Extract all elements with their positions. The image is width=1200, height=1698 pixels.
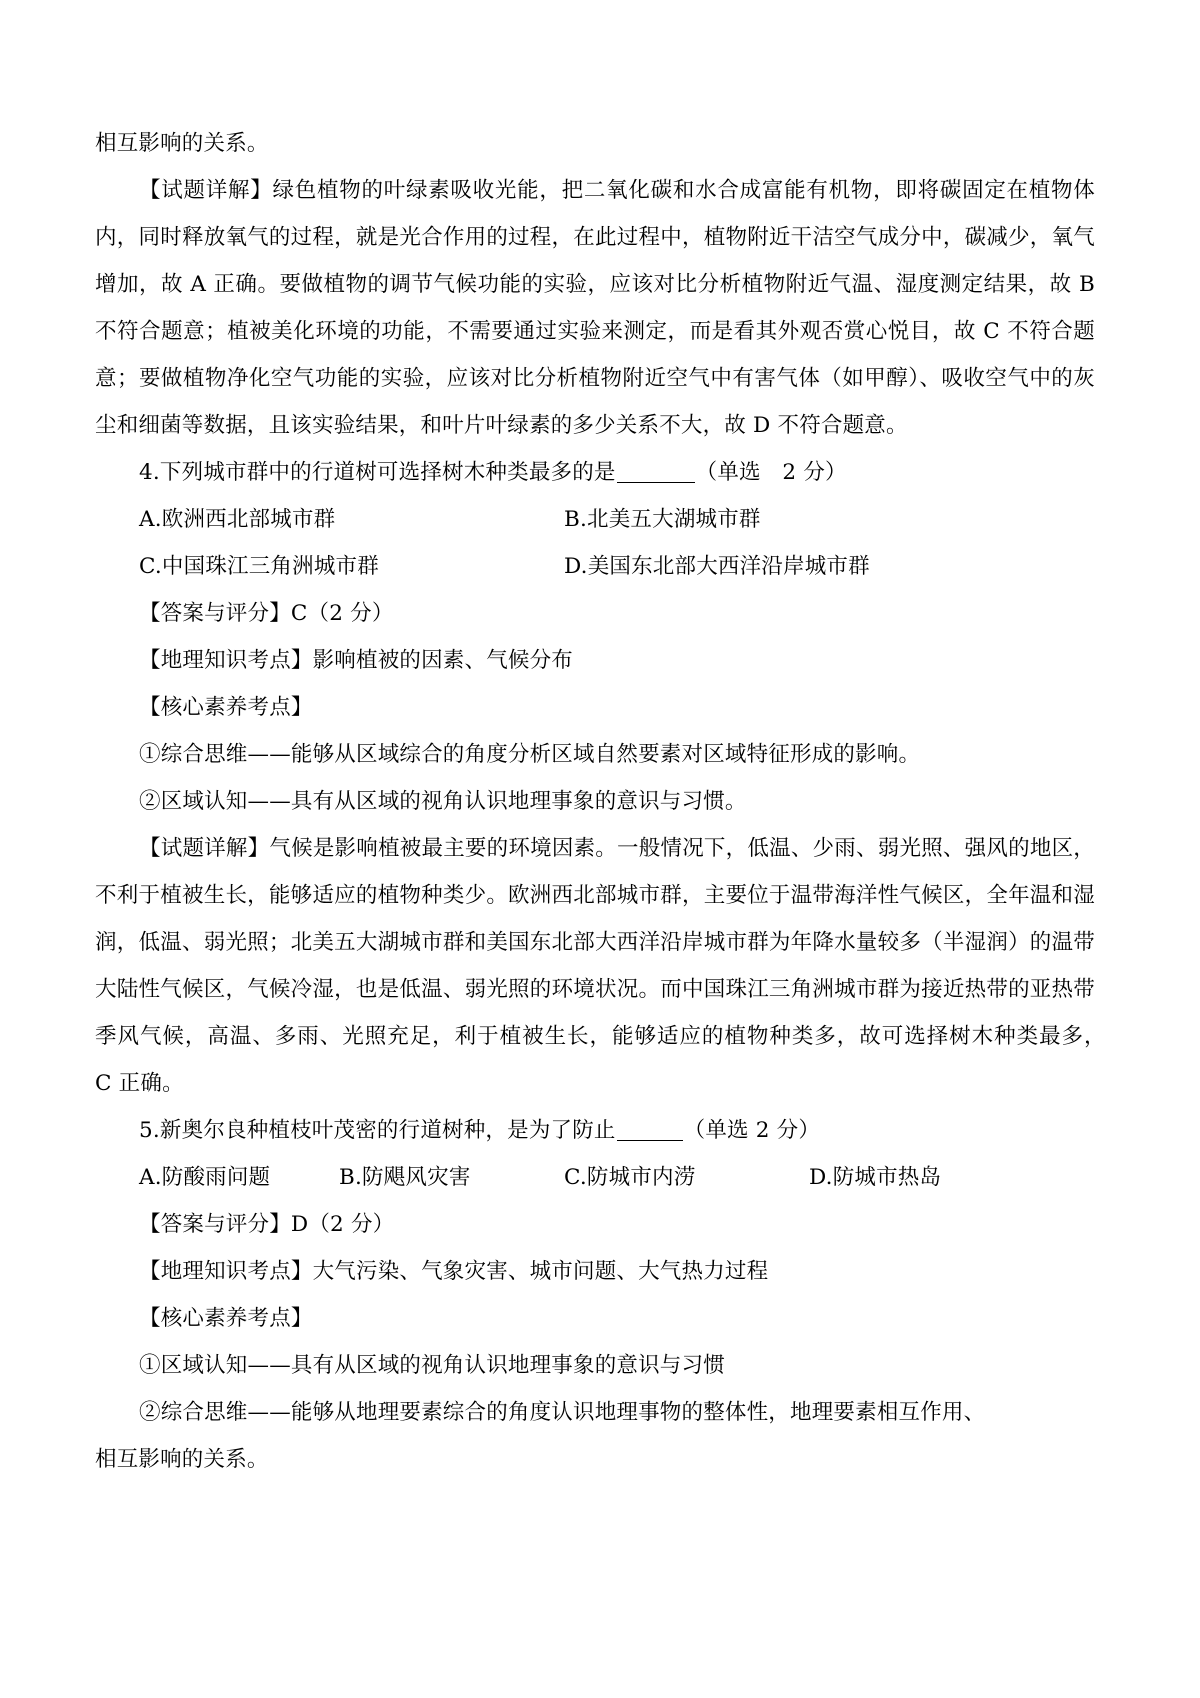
- answer-blank: [617, 1140, 683, 1141]
- question-5-core-competency-item-1: ①区域认知——具有从区域的视角认识地理事象的意识与习惯: [139, 1353, 725, 1378]
- question-4-stem-suffix: （单选 2 分）: [695, 460, 847, 485]
- answer-blank: [617, 482, 695, 483]
- option-c: C.防城市内涝: [564, 1165, 696, 1190]
- question-4-core-competency-item-2: ②区域认知——具有从区域的视角认识地理事象的意识与习惯。: [139, 789, 747, 814]
- question-4-core-competency-item-1: ①综合思维——能够从区域综合的角度分析区域自然要素对区域特征形成的影响。: [139, 742, 921, 767]
- paragraph-continuation: 相互影响的关系。: [95, 131, 269, 156]
- question-5-knowledge-points: 【地理知识考点】大气污染、气象灾害、城市问题、大气热力过程: [139, 1259, 769, 1284]
- question-4-options-row-1: [95, 496, 1095, 543]
- option-b: B.防飓风灾害: [339, 1165, 471, 1190]
- question-5-answer: 【答案与评分】D（2 分）: [139, 1212, 395, 1237]
- question-5-options-row: [95, 1154, 1095, 1201]
- document-body: [95, 120, 1117, 1483]
- question-4-core-competency-label: 【核心素养考点】: [139, 695, 313, 720]
- question-4-options-row-2: [95, 543, 1095, 590]
- paragraph-explanation-q3: 【试题详解】绿色植物的叶绿素吸收光能，把二氧化碳和水合成富能有机物，即将碳固定在植物体内，同时释放氧气的过程，就是光合作用的过程，在此过程中，植物附近干洁空气成分中，碳减少，氧气增加，故 A 正确。要做植物的调节气候功能的实验，应该对比分析植物附近气温、湿度测定结果，故 B 不符合题意；植被美化环境的功能，不需要通过实验来测定，而是看其外观否赏心悦目，故 C 不符合题意；要做植物净化空气功能的实验，应该对比分析植物附近空气中有害气体（如甲醇）、吸收空气中的灰尘和细菌等数据，且该实验结果，和叶片叶绿素的多少关系不大，故 D 不符合题意。: [95, 178, 1095, 438]
- question-4-knowledge-points: 【地理知识考点】影响植被的因素、气候分布: [139, 648, 574, 673]
- option-b: B.北美五大湖城市群: [564, 507, 761, 532]
- question-4-answer: 【答案与评分】C（2 分）: [139, 601, 394, 626]
- question-5-stem-text: 5.新奥尔良种植枝叶茂密的行道树种，是为了防止: [139, 1118, 616, 1143]
- question-5-stem-suffix: （单选 2 分）: [683, 1118, 821, 1143]
- question-4-stem: [95, 449, 1095, 496]
- question-4-stem-text: 4.下列城市群中的行道树可选择树木种类最多的是: [139, 460, 616, 485]
- option-d: D.防城市热岛: [809, 1165, 942, 1190]
- option-c: C.中国珠江三角洲城市群: [139, 554, 379, 579]
- question-5-core-competency-item-2: ②综合思维——能够从地理要素综合的角度认识地理事物的整体性，地理要素相互作用、: [139, 1400, 986, 1425]
- option-d: D.美国东北部大西洋沿岸城市群: [564, 554, 870, 579]
- question-4-explanation: 【试题详解】气候是影响植被最主要的环境因素。一般情况下，低温、少雨、弱光照、强风的地区，不利于植被生长，能够适应的植物种类少。欧洲西北部城市群，主要位于温带海洋性气候区，全年温和湿润，低温、弱光照；北美五大湖城市群和美国东北部大西洋沿岸城市群为年降水量较多（半湿润）的温带大陆性气候区，气候冷湿，也是低温、弱光照的环境状况。而中国珠江三角洲城市群为接近热带的亚热带季风气候，高温、多雨、光照充足，利于植被生长，能够适应的植物种类多，故可选择树木种类最多， C 正确。: [95, 836, 1117, 1096]
- question-5-stem: [95, 1107, 1095, 1154]
- question-5-core-competency-item-2-continuation: 相互影响的关系。: [95, 1447, 269, 1472]
- question-5-core-competency-label: 【核心素养考点】: [139, 1306, 313, 1331]
- option-a: A.防酸雨问题: [139, 1165, 271, 1190]
- option-a: A.欧洲西北部城市群: [139, 507, 336, 532]
